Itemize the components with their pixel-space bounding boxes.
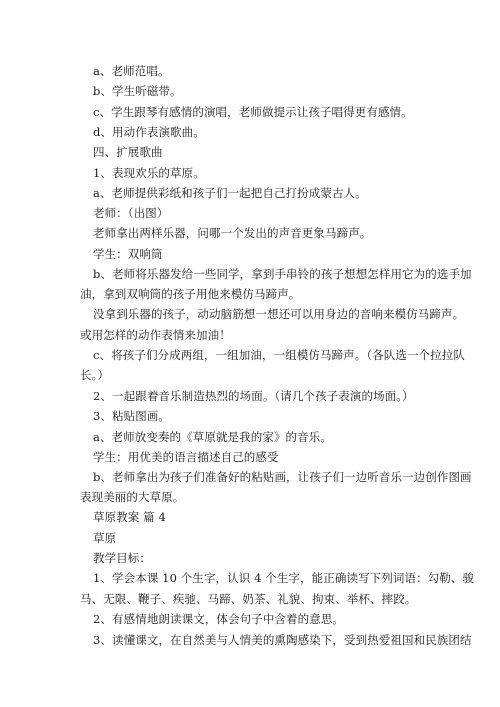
text-line: d、用动作表演歌曲。	[93, 125, 205, 139]
text-line: 2、一起跟着音乐制造热烈的场面。（请几个孩子表演的场面。）	[93, 389, 414, 403]
text-line: b、学生听磁带。	[93, 84, 182, 98]
text-line: 教学目标：	[93, 551, 151, 565]
text-line: 或用怎样的动作表情来加油！	[80, 328, 231, 342]
text-line: 学生：双响筒	[93, 247, 163, 261]
text-line: a、老师放变奏的《草原就是我的家》的音乐。	[93, 430, 332, 444]
text-line: 3、读懂课文，在自然美与人情美的熏陶感染下，受到热爱祖国和民族团结	[93, 633, 472, 647]
text-line: a、老师范唱。	[93, 64, 170, 78]
text-line: 老师拿出两样乐器，问哪一个发出的声音更象马蹄声。	[93, 226, 372, 240]
text-line: 长。）	[80, 368, 110, 382]
text-line: 3、粘贴图画。	[93, 409, 171, 423]
text-line: 学生：用优美的语言描述自己的感受	[93, 450, 279, 464]
text-line: 油，拿到双响筒的孩子用他来模仿马蹄声。	[80, 287, 301, 301]
text-line: b、老师将乐器发给一些同学，拿到手串铃的孩子想想怎样用它为的选手加	[93, 267, 472, 281]
text-line: 表现美丽的大草原。	[80, 490, 185, 504]
text-line: a、老师提供彩纸和孩子们一起把自己打扮成蒙古人。	[93, 186, 367, 200]
section-title: 草原	[93, 531, 117, 545]
text-line: 马、无限、鞭子、疾驰、马蹄、奶茶、礼貌、拘束、举杯、摔跤。	[80, 592, 417, 606]
text-line: 2、有感情地朗读课文，体会句子中含着的意思。	[93, 612, 345, 626]
text-line: 1、学会本课 10 个生字，认识 4 个生字，能正确读写下列词语：勾勒、骏	[93, 571, 475, 585]
text-line: 老师：（出图）	[93, 206, 169, 220]
text-line: 1、表现欢乐的草原。	[93, 166, 205, 180]
section-heading: 四、扩展歌曲	[93, 145, 163, 159]
text-line: b、老师拿出为孩子们准备好的粘贴画，让孩子们一边听音乐一边创作图画	[93, 470, 472, 484]
text-line: c、学生跟琴有感情的演唱，老师做提示让孩子唱得更有感情。	[93, 105, 413, 119]
text-line: c、将孩子们分成两组，一组加油，一组模仿马蹄声。（各队选一个拉拉队	[93, 348, 465, 362]
text-line: 没拿到乐器的孩子，动动脑筋想一想还可以用身边的音响来模仿马蹄声。	[93, 307, 465, 321]
section-heading: 草原教案 篇 4	[93, 510, 166, 524]
